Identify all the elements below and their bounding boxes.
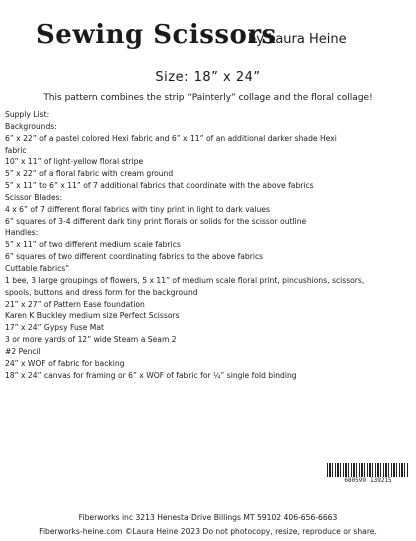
supply-list-line: #2 Pencil [5, 346, 41, 356]
supply-list-line: 5” x 11” to 6” x 11” of 7 additional fabrics that coordinate with the above fabrics [5, 181, 314, 191]
supply-list-line: Cuttable fabrics” [5, 263, 70, 273]
supply-list-line: fabric [5, 145, 27, 155]
supply-list-line: 17” x 24” Gypsy Fuse Mat [5, 323, 104, 333]
supply-list-line: Karen K Buckley medium size Perfect Scissors [5, 311, 180, 321]
pattern-intro: This pattern combines the strip “Painterly” collage and the floral collage! [43, 93, 373, 103]
supply-list-line: 6” x 22” of a pastel colored Hexi fabric and 6” x 11” of an additional darker shade Hexi [5, 133, 337, 143]
supply-list-line: 18” x 24” canvas for framing or 6” x WOF of fabric for ¼” single fold binding [5, 370, 297, 380]
supply-list-line: Handles: [5, 228, 39, 238]
supply-list-line: 6” squares of two different coordinating fabrics to the above fabrics [5, 252, 264, 262]
pattern-size: Size: 18” x 24” [155, 70, 261, 85]
footer-address: Fiberworks inc 3213 Henesta Drive Billings MT 59102 406-656-6663 [78, 513, 338, 522]
pattern-title: Sewing Scissors [36, 20, 277, 50]
supply-list-line: Backgrounds: [5, 121, 57, 131]
supply-list-line: Scissor Blades: [5, 192, 63, 202]
supply-list-line: 6” squares of 3-4 different dark tiny print florals or solids for the scissor outline [5, 216, 307, 226]
barcode-bars [327, 463, 409, 477]
pattern-author: by Laura Heine [248, 32, 347, 47]
supply-list-line: 21” x 27” of Pattern Ease foundation [5, 299, 145, 309]
supply-list-line: spools, buttons and dress form for the background [5, 287, 198, 297]
supply-list [5, 109, 411, 381]
barcode [327, 463, 409, 485]
supply-list-line: 5” x 22” of a floral fabric with cream ground [5, 169, 174, 179]
supply-list-line: 1 bee, 3 large groupings of flowers, 5 x 11” of medium scale floral print, pincushions, scissors, [5, 275, 365, 285]
barcode-right-digits: 139215 [370, 477, 392, 484]
supply-list-line: 3 or more yards of 12” wide Steam a Seam 2 [5, 335, 177, 345]
title-row [36, 20, 396, 60]
supply-list-line: Supply List: [5, 110, 50, 119]
barcode-left-digits: 680599 [344, 477, 366, 484]
footer-copyright: Fiberworks-heine.com ©Laura Heine 2023 Do not photocopy, resize, reproduce or share. [39, 527, 377, 536]
supply-list-line: 24” x WOF of fabric for backing [5, 358, 125, 368]
supply-list-line: 4 x 6” of 7 different floral fabrics with tiny print in light to dark values [5, 204, 270, 214]
supply-list-line: 5” x 11” of two different medium scale fabrics [5, 240, 181, 250]
barcode-number [342, 477, 393, 485]
supply-list-line: 10” x 11” of light-yellow floral stripe [5, 157, 144, 167]
